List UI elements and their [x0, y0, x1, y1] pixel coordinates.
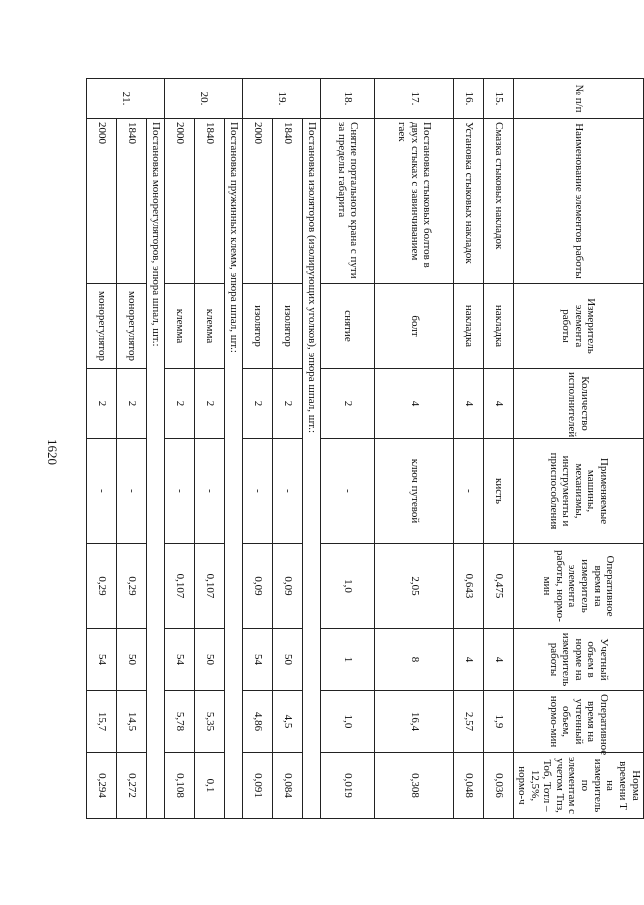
col-header-op-total: Оперативное время на учтенный объем, нормо-мин: [514, 691, 644, 753]
table-row: [375, 79, 454, 819]
row-norm: 0,091: [243, 753, 273, 819]
row-op-time: 0,29: [117, 544, 147, 629]
row-volume: 4: [483, 629, 513, 691]
table-row: [243, 79, 273, 819]
row-unit: монорегулятор: [117, 284, 147, 369]
col-header-name: Наименование элементов работы: [514, 119, 644, 284]
row-op-time: 0,09: [243, 544, 273, 629]
row-name: Смазка стыковых накладок: [483, 119, 513, 284]
row-volume: 4: [453, 629, 483, 691]
section-heading-row: [303, 79, 321, 819]
row-op-total: 5,35: [195, 691, 225, 753]
section-title: Постановка монорегуляторов, эпюра шпал, шт.:: [147, 119, 165, 819]
col-header-number: № п/п: [514, 79, 644, 119]
section-number: 20.: [165, 79, 243, 119]
table-row: [165, 79, 195, 819]
section-number: 21.: [87, 79, 165, 119]
col-header-volume: Учетный объем в норме на измеритель работы: [514, 629, 644, 691]
row-tools: ключ путевой: [375, 439, 454, 544]
row-norm: 0,036: [483, 753, 513, 819]
row-unit: изолятор: [273, 284, 303, 369]
row-tools: -: [243, 439, 273, 544]
row-op-time: 0,475: [483, 544, 513, 629]
row-op-time: 0,107: [165, 544, 195, 629]
row-tools: -: [117, 439, 147, 544]
table-row: [453, 79, 483, 819]
table-row: [117, 79, 147, 819]
header-row: [514, 79, 644, 819]
section-number: 19.: [243, 79, 321, 119]
row-tools: -: [273, 439, 303, 544]
row-number: 17.: [375, 79, 454, 119]
col-header-op-time: Оперативное время на измеритель элемента работы, нормо-мин: [514, 544, 644, 629]
row-workers: 2: [243, 369, 273, 439]
row-volume: 8: [375, 629, 454, 691]
section-title: Постановка пружинных клемм, эпюра шпал, шт.:: [225, 119, 243, 819]
row-epure: 1840: [117, 119, 147, 284]
row-volume: 50: [273, 629, 303, 691]
row-unit: клемма: [195, 284, 225, 369]
table-row: [87, 79, 117, 819]
row-workers: 4: [375, 369, 454, 439]
row-op-total: 1,9: [483, 691, 513, 753]
row-op-time: 0,29: [87, 544, 117, 629]
row-workers: 2: [321, 369, 375, 439]
table-frame: [86, 78, 644, 818]
row-tools: -: [453, 439, 483, 544]
row-epure: 2000: [243, 119, 273, 284]
row-tools: -: [165, 439, 195, 544]
row-number: 15.: [483, 79, 513, 119]
row-op-time: 1,0: [321, 544, 375, 629]
row-number: 16.: [453, 79, 483, 119]
row-volume: 54: [87, 629, 117, 691]
row-tools: -: [87, 439, 117, 544]
row-unit: накладка: [453, 284, 483, 369]
row-norm: 0,272: [117, 753, 147, 819]
row-unit: снятие: [321, 284, 375, 369]
row-op-time: 0,09: [273, 544, 303, 629]
row-unit: изолятор: [243, 284, 273, 369]
row-workers: 2: [273, 369, 303, 439]
row-epure: 1840: [273, 119, 303, 284]
row-op-time: 0,643: [453, 544, 483, 629]
row-norm: 0,1: [195, 753, 225, 819]
row-norm: 0,308: [375, 753, 454, 819]
rotated-table-container: [86, 78, 644, 818]
row-tools: -: [195, 439, 225, 544]
row-volume: 54: [243, 629, 273, 691]
row-norm: 0,108: [165, 753, 195, 819]
row-norm: 0,084: [273, 753, 303, 819]
col-header-unit: Измеритель элемента работы: [514, 284, 644, 369]
row-op-total: 4,86: [243, 691, 273, 753]
row-name: Постановка стыковых болтов в двух стыках с завинчиванием гаек: [375, 119, 454, 284]
table-row: [321, 79, 375, 819]
row-volume: 50: [195, 629, 225, 691]
col-header-tools: Применяемые машины, механизмы, инструменты и приспособления: [514, 439, 644, 544]
row-name: Снятие портального крана с пути за пределы габарита: [321, 119, 375, 284]
row-epure: 2000: [165, 119, 195, 284]
section-heading-row: [225, 79, 243, 819]
row-norm: 0,019: [321, 753, 375, 819]
row-unit: монорегулятор: [87, 284, 117, 369]
row-workers: 2: [87, 369, 117, 439]
row-volume: 54: [165, 629, 195, 691]
table-row: [483, 79, 513, 819]
row-unit: клемма: [165, 284, 195, 369]
page-number: 1620: [45, 439, 60, 465]
row-number: 18.: [321, 79, 375, 119]
row-op-total: 5,78: [165, 691, 195, 753]
section-heading-row: [147, 79, 165, 819]
section-title: Постановка изоляторов (изолирующих уголков), эпюра шпал, шт.:: [303, 119, 321, 819]
row-workers: 2: [165, 369, 195, 439]
row-tools: кисть: [483, 439, 513, 544]
row-name: Установка стыковых накладок: [453, 119, 483, 284]
row-workers: 2: [195, 369, 225, 439]
row-op-total: 14,5: [117, 691, 147, 753]
row-volume: 1: [321, 629, 375, 691]
table-row: [195, 79, 225, 819]
row-norm: 0,294: [87, 753, 117, 819]
row-epure: 2000: [87, 119, 117, 284]
row-op-total: 1,0: [321, 691, 375, 753]
row-epure: 1840: [195, 119, 225, 284]
row-tools: -: [321, 439, 375, 544]
row-op-total: 16,4: [375, 691, 454, 753]
row-op-total: 15,7: [87, 691, 117, 753]
row-op-time: 0,107: [195, 544, 225, 629]
row-unit: болт: [375, 284, 454, 369]
row-op-total: 4,5: [273, 691, 303, 753]
row-unit: накладка: [483, 284, 513, 369]
row-workers: 4: [483, 369, 513, 439]
row-workers: 4: [453, 369, 483, 439]
col-header-workers: Количество исполнителей: [514, 369, 644, 439]
table-row: [273, 79, 303, 819]
row-workers: 2: [117, 369, 147, 439]
norms-table: [86, 78, 644, 819]
col-header-norm: Норма времени Т на измеритель по элементам с учетом Тпз, Тоб, Тотл – 12,5%, нормо-ч: [514, 753, 644, 819]
row-op-total: 2,57: [453, 691, 483, 753]
row-op-time: 2,05: [375, 544, 454, 629]
row-volume: 50: [117, 629, 147, 691]
row-norm: 0,048: [453, 753, 483, 819]
